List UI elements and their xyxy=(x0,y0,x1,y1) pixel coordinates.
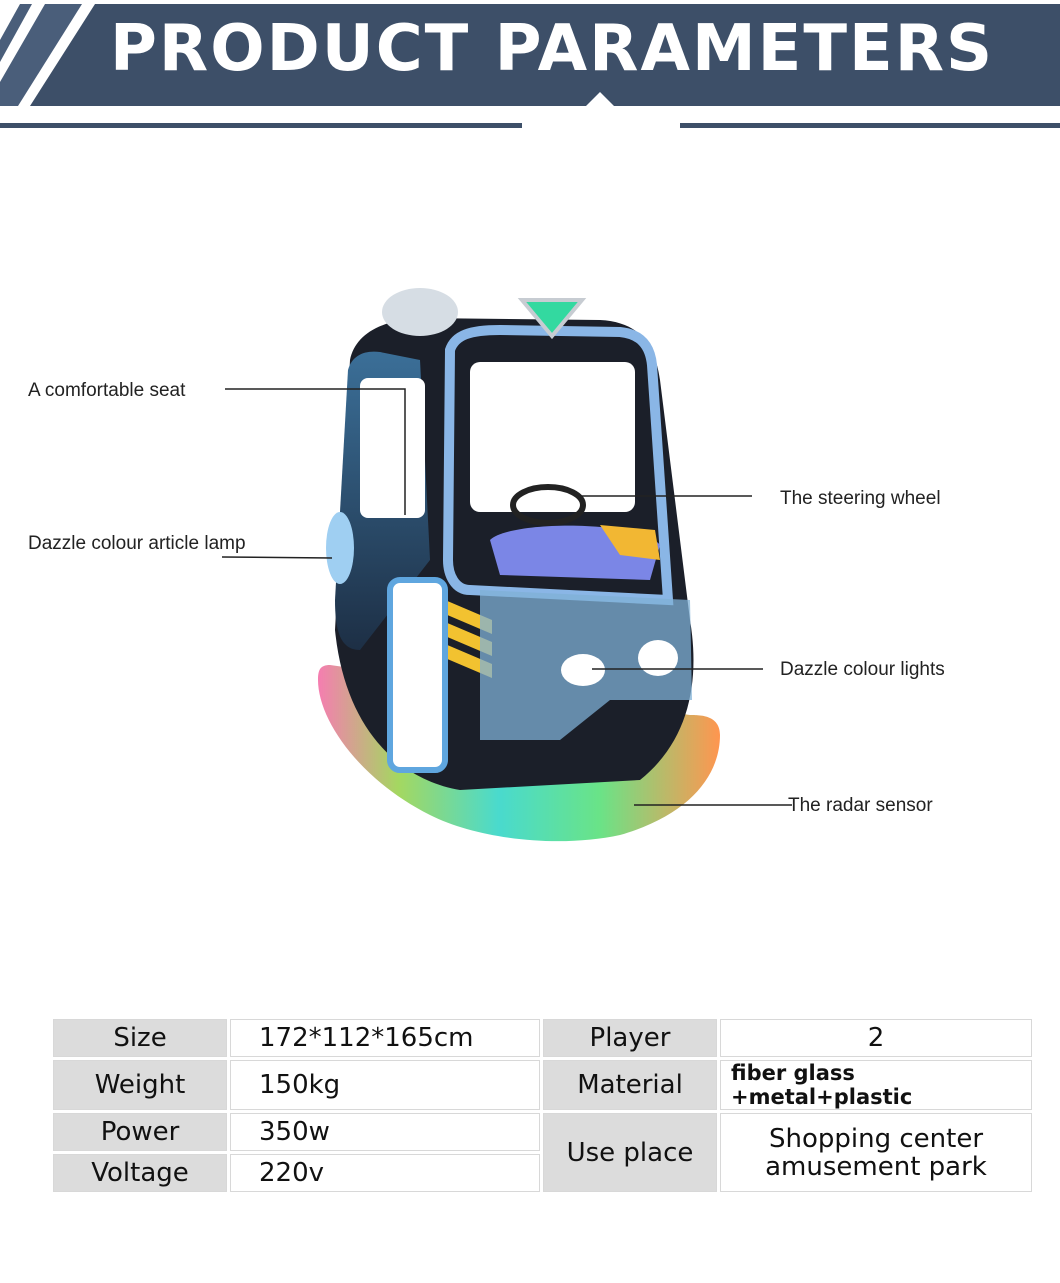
side-window xyxy=(360,378,425,518)
use-place-line: amusement park xyxy=(765,1151,987,1182)
param-label: Use place xyxy=(543,1113,717,1192)
table-row xyxy=(53,1113,1032,1151)
callout-radar: The radar sensor xyxy=(788,795,933,816)
param-label: Power xyxy=(53,1113,227,1151)
header-banner xyxy=(0,0,1060,140)
article-lamp-icon xyxy=(326,512,354,584)
param-value: 2 xyxy=(720,1019,1032,1057)
param-value: fiber glass +metal+plastic xyxy=(720,1060,1032,1110)
product-illustration xyxy=(0,140,1060,1000)
param-label: Voltage xyxy=(53,1154,227,1192)
table-row xyxy=(53,1060,1032,1110)
param-label: Material xyxy=(543,1060,717,1110)
param-value: 172*112*165cm xyxy=(230,1019,540,1057)
param-label: Size xyxy=(53,1019,227,1057)
roof-lamp-icon xyxy=(382,288,458,336)
banner-rule-right xyxy=(680,123,1060,128)
param-value: 150kg xyxy=(230,1060,540,1110)
headlight-right-icon xyxy=(638,640,678,676)
headlight-left-icon xyxy=(561,654,605,686)
use-place-line: Shopping center xyxy=(768,1123,984,1154)
param-label: Weight xyxy=(53,1060,227,1110)
callout-steering-wheel: The steering wheel xyxy=(780,488,941,509)
page-title: PRODUCT PARAMETERS xyxy=(110,12,995,86)
table-row xyxy=(53,1019,1032,1057)
bumper-car-icon xyxy=(0,140,1060,1000)
callout-seat: A comfortable seat xyxy=(28,380,186,401)
callout-article-lamp: Dazzle colour article lamp xyxy=(28,533,246,554)
callout-lights: Dazzle colour lights xyxy=(780,659,945,680)
param-value: 350w xyxy=(230,1113,540,1151)
param-label: Player xyxy=(543,1019,717,1057)
banner-rule-left xyxy=(0,123,522,128)
param-value xyxy=(720,1113,1032,1192)
parameter-table xyxy=(50,1016,1035,1195)
param-value: 220v xyxy=(230,1154,540,1192)
door-panel xyxy=(390,580,445,770)
